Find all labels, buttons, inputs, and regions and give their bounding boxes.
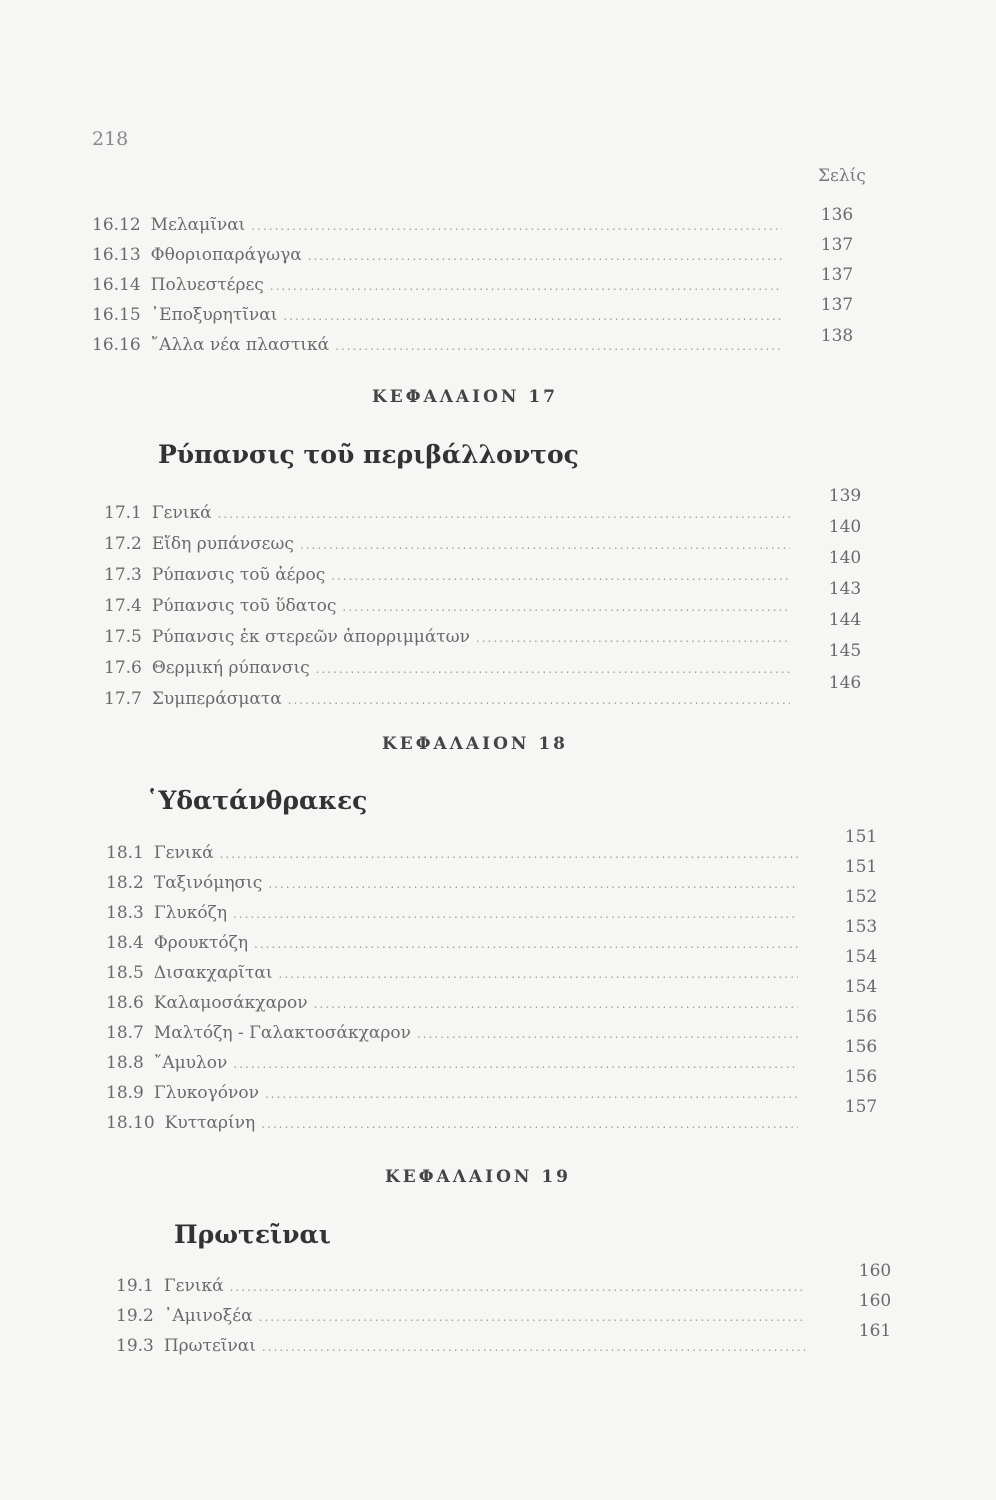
leader-dots xyxy=(233,1057,798,1071)
entry-number: 18.6 xyxy=(106,993,144,1013)
toc-row xyxy=(104,658,790,686)
leader-dots xyxy=(268,877,798,891)
entry-number: 18.2 xyxy=(106,873,144,893)
entry-title: Μελαμῖναι xyxy=(150,215,246,235)
entry-number: 18.9 xyxy=(106,1083,144,1103)
entry-title: Ρύπανσις τοῦ ἀέρος xyxy=(151,565,326,585)
leader-dots xyxy=(342,600,790,614)
leader-dots xyxy=(314,997,798,1011)
toc-row xyxy=(106,1113,798,1141)
leader-dots xyxy=(476,631,790,645)
entry-title: Ρύπανσις ἐκ στερεῶν ἀπορριμμάτων xyxy=(151,627,470,647)
entry-number: 17.7 xyxy=(104,689,142,709)
entry-number: 17.2 xyxy=(104,534,142,554)
page-ref: 145 xyxy=(828,641,862,661)
toc-row xyxy=(92,275,782,303)
toc-row xyxy=(106,1083,798,1111)
leader-dots xyxy=(308,249,782,263)
entry-title: Γενικά xyxy=(151,503,212,523)
toc-row xyxy=(106,963,798,991)
chapter-title: ῾Υδατάνθρακες xyxy=(146,786,368,815)
page-ref: 140 xyxy=(828,517,862,537)
page-ref: 160 xyxy=(858,1291,892,1311)
entry-number: 16.13 xyxy=(92,245,141,265)
entry-number: 19.1 xyxy=(116,1276,154,1296)
chapter-label: ΚΕΦΑΛΑΙΟΝ 17 xyxy=(372,387,558,407)
leader-dots xyxy=(279,967,798,981)
pages-column-label: Σελίς xyxy=(818,166,866,186)
page-ref: 161 xyxy=(858,1321,892,1341)
toc-row xyxy=(104,627,790,655)
entry-number: 17.4 xyxy=(104,596,142,616)
entry-number: 17.6 xyxy=(104,658,142,678)
toc-row xyxy=(106,1053,798,1081)
entry-title: Μαλτόζη - Γαλακτοσάκχαρον xyxy=(153,1023,411,1043)
entry-number: 16.12 xyxy=(92,215,141,235)
page-ref: 137 xyxy=(820,265,854,285)
entry-title: Εἴδη ρυπάνσεως xyxy=(151,534,294,554)
page-ref: 154 xyxy=(844,977,878,997)
leader-dots xyxy=(262,1340,806,1354)
page-ref: 156 xyxy=(844,1007,878,1027)
entry-number: 18.8 xyxy=(106,1053,144,1073)
entry-title: Συμπεράσματα xyxy=(151,689,282,709)
toc-row xyxy=(92,245,782,273)
leader-dots xyxy=(265,1087,798,1101)
chapter-title: Ρύπανσις τοῦ περιβάλλοντος xyxy=(158,440,579,469)
entry-title: Ρύπανσις τοῦ ὕδατος xyxy=(151,596,337,616)
entry-title: Φθοριοπαράγωγα xyxy=(150,245,302,265)
toc-row xyxy=(106,993,798,1021)
page-ref: 146 xyxy=(828,673,862,693)
toc-row xyxy=(92,215,782,243)
page-ref: 137 xyxy=(820,295,854,315)
toc-row xyxy=(106,1023,798,1051)
entry-title: ᾿Εποξυρητῖναι xyxy=(150,305,278,325)
chapter-label: ΚΕΦΑΛΑΙΟΝ 18 xyxy=(382,734,568,754)
entry-number: 19.2 xyxy=(116,1306,154,1326)
leader-dots xyxy=(230,1280,806,1294)
toc-row xyxy=(106,903,798,931)
toc-row xyxy=(92,305,782,333)
leader-dots xyxy=(251,219,782,233)
leader-dots xyxy=(331,569,790,583)
page-ref: 140 xyxy=(828,548,862,568)
page-ref: 154 xyxy=(844,947,878,967)
page-number: 218 xyxy=(92,128,129,150)
entry-title: Φρουκτόζη xyxy=(153,933,249,953)
page-ref: 136 xyxy=(820,205,854,225)
page-ref: 153 xyxy=(844,917,878,937)
page-ref: 160 xyxy=(858,1261,892,1281)
leader-dots xyxy=(316,662,790,676)
entry-title: ᾿Αμινοξέα xyxy=(163,1306,253,1326)
leader-dots xyxy=(283,309,782,323)
leader-dots xyxy=(233,907,798,921)
toc-row xyxy=(104,596,790,624)
toc-row xyxy=(104,503,790,531)
leader-dots xyxy=(417,1027,798,1041)
page-ref: 151 xyxy=(844,857,878,877)
toc-row xyxy=(92,335,782,363)
toc-row xyxy=(116,1276,806,1304)
page-ref: 157 xyxy=(844,1097,878,1117)
leader-dots xyxy=(259,1310,806,1324)
toc-row xyxy=(116,1306,806,1334)
entry-number: 19.3 xyxy=(116,1336,154,1356)
entry-number: 16.14 xyxy=(92,275,141,295)
entry-title: Γενικά xyxy=(153,843,214,863)
page-ref: 156 xyxy=(844,1037,878,1057)
leader-dots xyxy=(335,339,782,353)
entry-number: 17.5 xyxy=(104,627,142,647)
entry-title: Θερμική ρύπανσις xyxy=(151,658,310,678)
leader-dots xyxy=(270,279,782,293)
leader-dots xyxy=(218,507,790,521)
entry-number: 16.16 xyxy=(92,335,141,355)
toc-row xyxy=(116,1336,806,1364)
leader-dots xyxy=(261,1117,798,1131)
page-ref: 144 xyxy=(828,610,862,630)
entry-title: Δισακχαρῖται xyxy=(153,963,273,983)
toc-row xyxy=(104,534,790,562)
entry-title: Γλυκογόνον xyxy=(153,1083,259,1103)
entry-number: 16.15 xyxy=(92,305,141,325)
page-ref: 137 xyxy=(820,235,854,255)
entry-title: ῎Αλλα νέα πλαστικά xyxy=(150,335,330,355)
entry-number: 18.4 xyxy=(106,933,144,953)
toc-row xyxy=(106,873,798,901)
page-ref: 143 xyxy=(828,579,862,599)
entry-number: 17.1 xyxy=(104,503,142,523)
entry-title: Γενικά xyxy=(163,1276,224,1296)
leader-dots xyxy=(254,937,798,951)
toc-row xyxy=(106,933,798,961)
entry-number: 18.7 xyxy=(106,1023,144,1043)
page-ref: 138 xyxy=(820,326,854,346)
entry-title: Πρωτεῖναι xyxy=(163,1336,256,1356)
page-ref: 151 xyxy=(844,827,878,847)
entry-number: 18.10 xyxy=(106,1113,155,1133)
entry-title: Πολυεστέρες xyxy=(150,275,264,295)
page-ref: 139 xyxy=(828,486,862,506)
page-ref: 156 xyxy=(844,1067,878,1087)
leader-dots xyxy=(220,847,798,861)
chapter-label: ΚΕΦΑΛΑΙΟΝ 19 xyxy=(385,1167,571,1187)
entry-title: Κυτταρίνη xyxy=(164,1113,256,1133)
entry-number: 18.3 xyxy=(106,903,144,923)
leader-dots xyxy=(288,693,790,707)
entry-title: Γλυκόζη xyxy=(153,903,228,923)
toc-row xyxy=(106,843,798,871)
entry-number: 18.5 xyxy=(106,963,144,983)
entry-title: Καλαμοσάκχαρον xyxy=(153,993,308,1013)
entry-title: ῎Αμυλον xyxy=(153,1053,228,1073)
toc-row xyxy=(104,689,790,717)
entry-number: 18.1 xyxy=(106,843,144,863)
leader-dots xyxy=(300,538,790,552)
chapter-title: Πρωτεῖναι xyxy=(174,1220,331,1249)
page-ref: 152 xyxy=(844,887,878,907)
entry-number: 17.3 xyxy=(104,565,142,585)
toc-row xyxy=(104,565,790,593)
entry-title: Ταξινόμησις xyxy=(153,873,263,893)
